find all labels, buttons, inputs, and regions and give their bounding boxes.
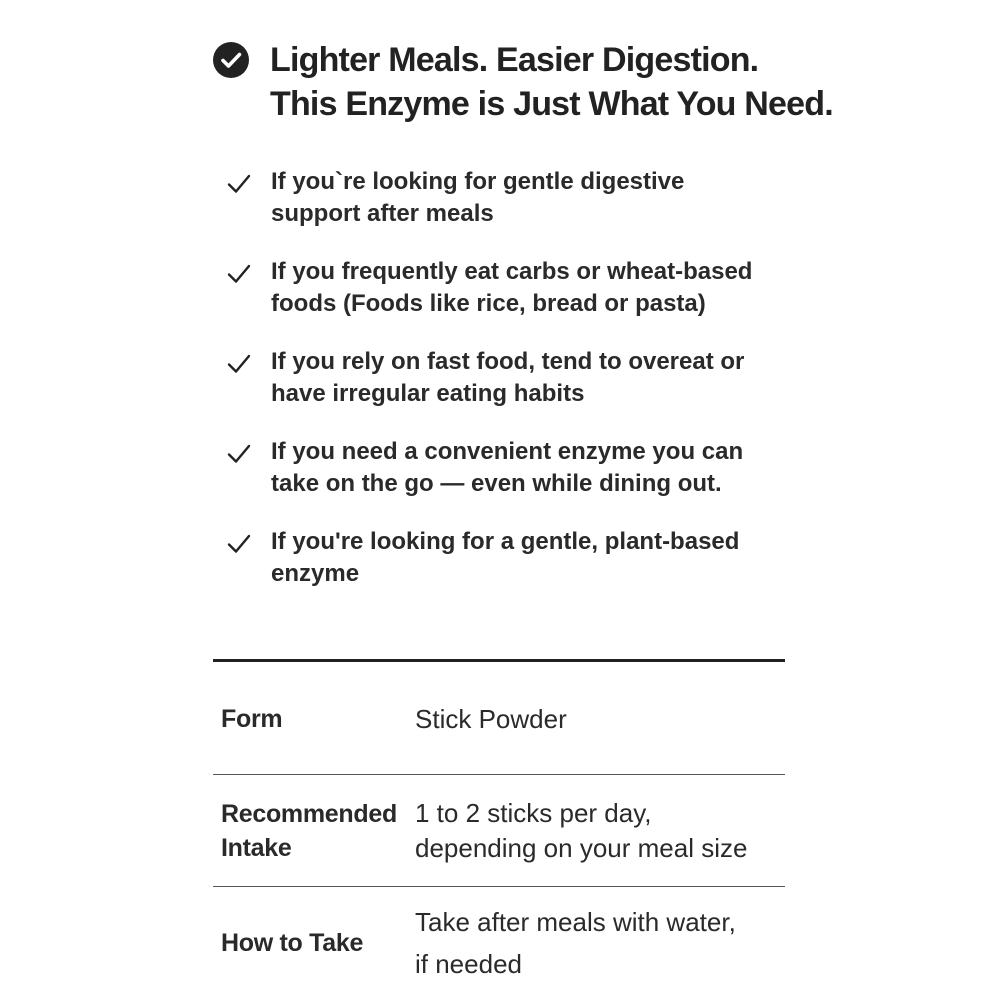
checklist-item-text (271, 526, 811, 590)
spec-label-line-1: How to Take (221, 929, 364, 957)
product-spec-table (213, 659, 785, 999)
checkmark-icon (227, 353, 251, 375)
checklist-item-text (271, 436, 811, 500)
checklist-item-line-1: If you need a convenient enzyme you can (271, 438, 744, 465)
spec-label (213, 702, 415, 736)
spec-value-line-2: depending on your meal size (415, 832, 748, 863)
spec-value-line-1: Take after meals with water, (415, 907, 736, 937)
checkmark-icon (227, 263, 251, 285)
spec-label-line-1: Recommended (221, 799, 397, 828)
benefits-checklist (225, 166, 805, 616)
spec-row-form (213, 662, 785, 775)
checklist-item-line-1: If you`re looking for gentle digestive (271, 168, 685, 195)
spec-label (213, 926, 415, 960)
checklist-item (225, 526, 805, 616)
spec-row-recommended-intake (213, 775, 785, 887)
checklist-item-line-2: have irregular eating habits (271, 380, 585, 407)
checklist-item-line-2: take on the go — even while dining out. (271, 470, 722, 497)
spec-label-line-2: Intake (221, 833, 292, 862)
checklist-item (225, 256, 805, 346)
checklist-item-text (271, 346, 811, 410)
spec-label-line-1: Form (221, 705, 283, 733)
spec-value (415, 796, 785, 866)
spec-value-line-2: if needed (415, 949, 522, 979)
checklist-item-line-2: enzyme (271, 560, 360, 587)
checklist-item (225, 346, 805, 436)
spec-label (213, 797, 415, 865)
checklist-item-line-1: If you're looking for a gentle, plant-based (271, 528, 740, 555)
checkmark-icon (227, 443, 251, 465)
checklist-item-text (271, 256, 811, 320)
spec-row-how-to-take (213, 887, 785, 999)
page-title-line-1: Lighter Meals. Easier Digestion. (270, 41, 759, 79)
checklist-item-line-1: If you rely on fast food, tend to overeat or (271, 348, 745, 375)
checkmark-icon (227, 173, 251, 195)
page-title (270, 38, 833, 126)
spec-value (415, 901, 785, 985)
checklist-item-line-2: foods (Foods like rice, bread or pasta) (271, 290, 706, 317)
checklist-item (225, 436, 805, 526)
spec-value-line-1: 1 to 2 sticks per day, (415, 797, 652, 828)
checklist-item-text (271, 166, 811, 230)
checklist-item-line-2: support after meals (271, 200, 494, 227)
checklist-item-line-1: If you frequently eat carbs or wheat-based (271, 258, 753, 285)
checklist-item (225, 166, 805, 256)
check-circle-icon (213, 42, 249, 78)
checkmark-icon (227, 533, 251, 555)
spec-value-line-1: Stick Powder (415, 703, 567, 734)
page-title-line-2: This Enzyme is Just What You Need. (270, 85, 833, 123)
spec-value (415, 702, 785, 737)
